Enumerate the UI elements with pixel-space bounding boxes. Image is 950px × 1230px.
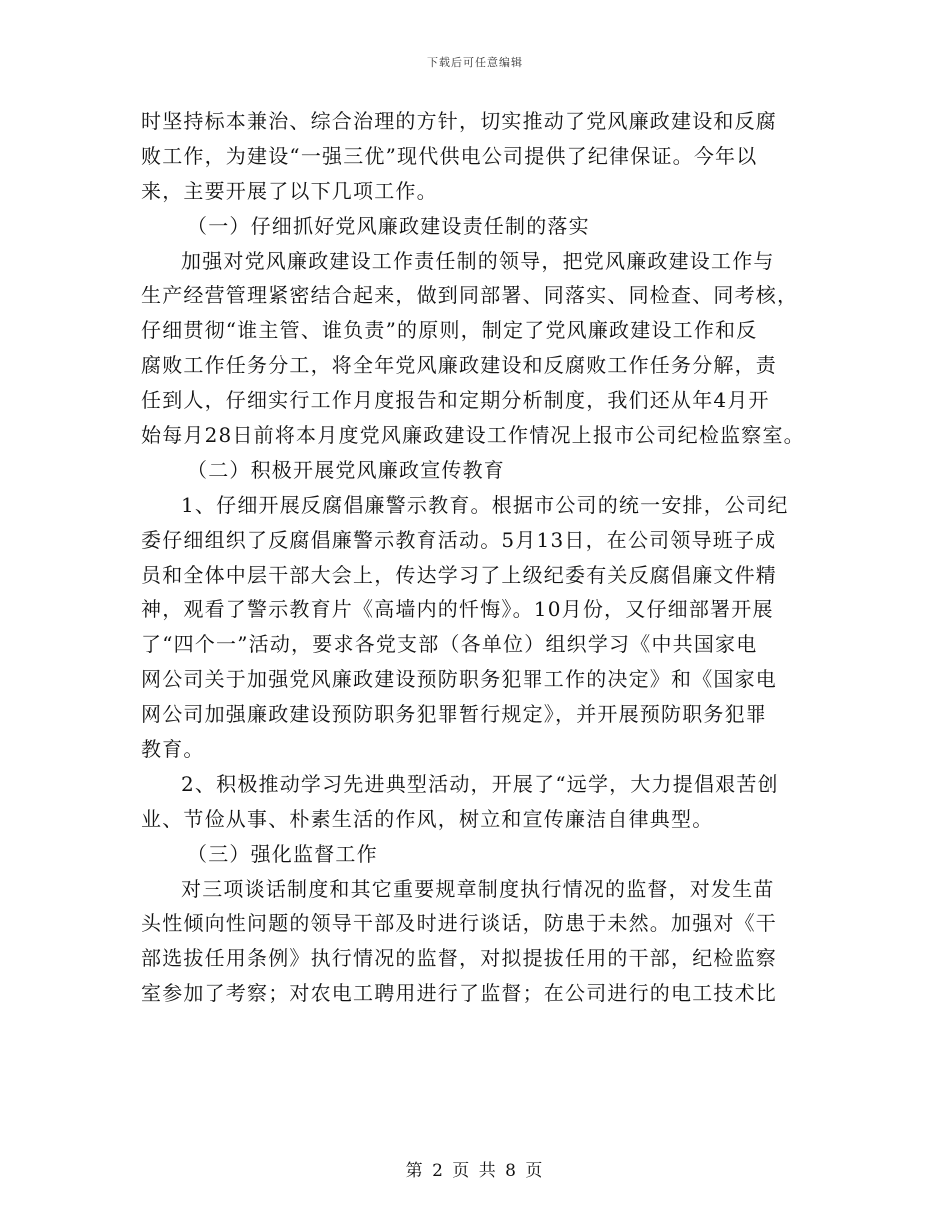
text-line: 部选拔任用条例》执行情况的监督，对拟提拔任用的干部，纪检监察 xyxy=(141,946,777,971)
text-line: 神，观看了警示教育片《高墙内的忏悔》。10月份，又仔细部署开展 xyxy=(141,597,774,622)
text-line: 业、节俭从事、朴素生活的作风，树立和宣传廉洁自律典型。 xyxy=(141,806,714,831)
text-line: 网公司加强廉政建设预防职务犯罪暂行规定》，并开展预防职务犯罪 xyxy=(141,702,767,727)
text-line: 始每月28日前将本月度党风廉政建设工作情况上报市公司纪检监察室。 xyxy=(141,423,805,448)
section-heading: （一）仔细抓好党风廉政建设责任制的落实 xyxy=(187,213,590,238)
text-line: 网公司关于加强党风廉政建设预防职务犯罪工作的决定》和《国家电 xyxy=(141,667,777,692)
text-line: 腐败工作任务分工，将全年党风廉政建设和反腐败工作任务分解，责 xyxy=(141,353,777,378)
paragraph-start: 加强对党风廉政建设工作责任制的领导，把党风廉政建设工作与 xyxy=(181,248,775,273)
text-line: 头性倾向性问题的领导干部及时进行谈话，防患于未然。加强对《干 xyxy=(141,911,777,936)
text-line: 来，主要开展了以下几项工作。 xyxy=(141,178,438,203)
page-number: 第 2 页 共 8 页 xyxy=(405,1161,545,1181)
text-line: 员和全体中层干部大会上，传达学习了上级纪委有关反腐倡廉文件精 xyxy=(141,562,777,587)
text-line: 时坚持标本兼治、综合治理的方针，切实推动了党风廉政建设和反腐 xyxy=(141,109,777,133)
text-line: 室参加了考察；对农电工聘用进行了监督；在公司进行的电工技术比 xyxy=(141,981,777,1006)
paragraph-start: 2、积极推动学习先进典型活动，开展了“远学，大力提倡艰苦创 xyxy=(181,771,779,796)
text-line: 了“四个一”活动，要求各党支部（各单位）组织学习《中共国家电 xyxy=(141,632,758,657)
text-line: 委仔细组织了反腐倡廉警示教育活动。5月13日，在公司领导班子成 xyxy=(141,527,777,552)
paragraph-start: 1、仔细开展反腐倡廉警示教育。根据市公司的统一安排，公司纪 xyxy=(181,492,789,517)
page-header: 下载后可任意编辑 xyxy=(427,56,523,69)
text-line: 生产经营管理紧密结合起来，做到同部署、同落实、同检查、同考核， xyxy=(141,283,799,308)
text-line: 败工作，为建设“一强三优”现代供电公司提供了纪律保证。今年以 xyxy=(141,143,758,168)
text-line: 仔细贯彻“谁主管、谁负责”的原则，制定了党风廉政建设工作和反 xyxy=(141,318,758,343)
section-heading: （三）强化监督工作 xyxy=(187,841,378,866)
text-line: 任到人，仔细实行工作月度报告和定期分析制度，我们还从年4月开 xyxy=(141,388,770,413)
paragraph-start: 对三项谈话制度和其它重要规章制度执行情况的监督，对发生苗 xyxy=(181,876,775,901)
section-heading: （二）积极开展党风廉政宣传教育 xyxy=(187,457,505,482)
document-body xyxy=(141,104,821,1011)
text-line: 教育。 xyxy=(141,737,205,762)
